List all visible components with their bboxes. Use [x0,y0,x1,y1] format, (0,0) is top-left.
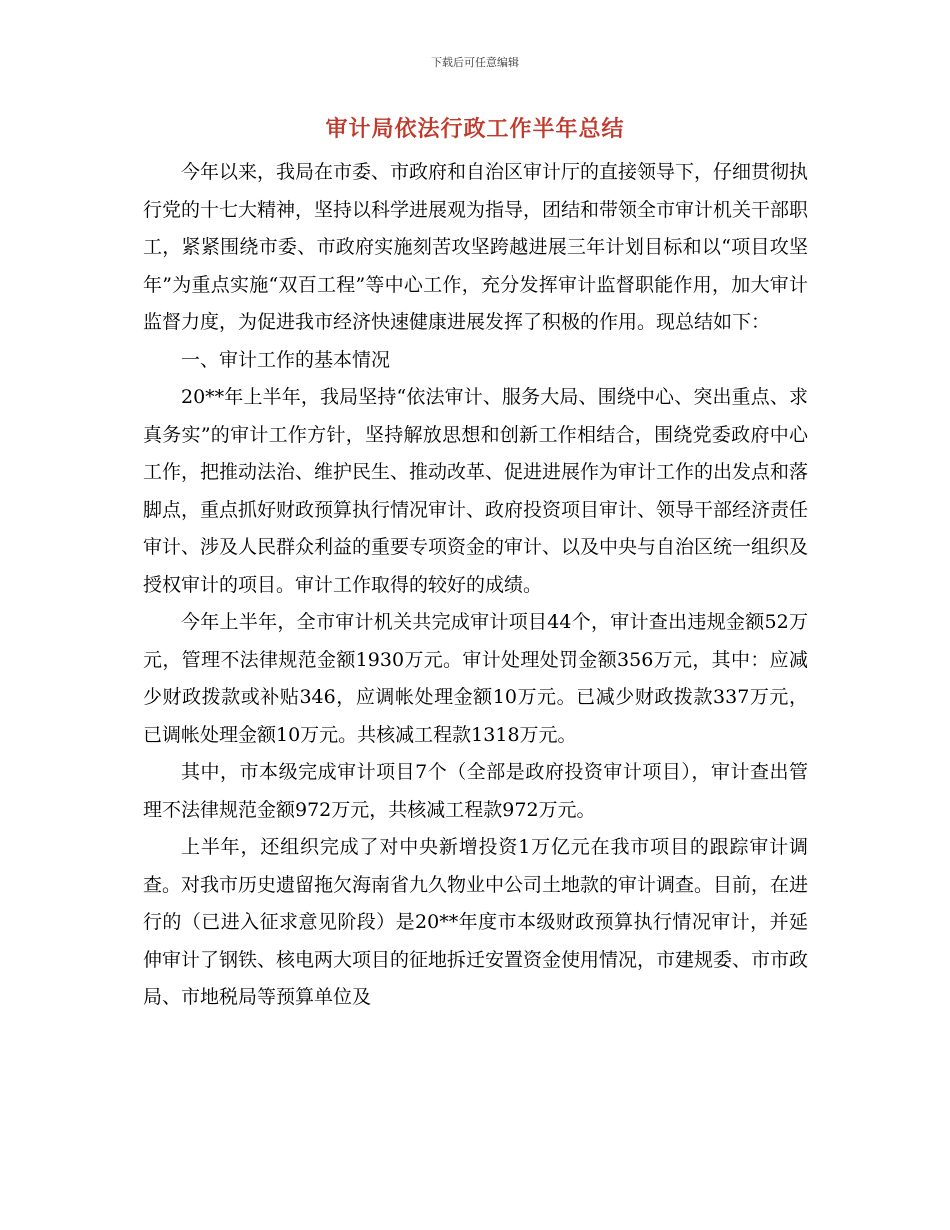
paragraph-additional-audits: 上半年，还组织完成了对中央新增投资1万亿元在我市项目的跟踪审计调查。对我市历史遗留拖欠海南省九久物业中公司土地款的审计调查。目前，在进行的（已进入征求意见阶段）是20**年度市本级财政预算执行情况审计，并延伸审计了钢铁、核电两大项目的征地拆迁安置资金使用情况，市建规委、市市政局、市地税局等预算单位及 [143,836,809,1008]
document-title: 审计局依法行政工作半年总结 [325,117,625,142]
paragraph-policy: 20**年上半年，我局坚持“依法审计、服务大局、围绕中心、突出重点、求真务实”的审计工作方针，坚持解放思想和创新工作相结合，围绕党委政府中心工作，把推动法治、维护民生、推动改革、促进进展作为审计工作的出发点和落脚点，重点抓好财政预算执行情况审计、政府投资项目审计、领导干部经济责任审计、涉及人民群众利益的重要专项资金的审计、以及中央与自治区统一组织及授权审计的项目。审计工作取得的较好的成绩。 [143,386,809,596]
paragraph-city-level: 其中，市本级完成审计项目7个（全部是政府投资审计项目），审计查出管理不法律规范金额972万元，共核减工程款972万元。 [143,761,808,821]
header-note: 下载后可任意编辑 [431,56,519,69]
paragraph-statistics: 今年上半年，全市审计机关共完成审计项目44个，审计查出违规金额52万元，管理不法律规范金额1930万元。审计处理处罚金额356万元，其中：应减少财政拨款或补贴346，应调帐处理金额10万元。已减少财政拨款337万元，已调帐处理金额10万元。共核减工程款1318万元。 [143,611,808,746]
paragraph-intro: 今年以来，我局在市委、市政府和自治区审计厅的直接领导下，仔细贯彻执行党的十七大精神，坚持以科学进展观为指导，团结和带领全市审计机关干部职工，紧紧围绕市委、市政府实施刻苦攻坚跨越进展三年计划目标和以“项目攻坚年”为重点实施“双百工程”等中心工作，充分发挥审计监督职能作用，加大审计监督力度，为促进我市经济快速健康进展发挥了积极的作用。现总结如下： [143,161,809,333]
document-body [143,154,808,1017]
section-heading: 一、审计工作的基本情况 [181,348,391,371]
